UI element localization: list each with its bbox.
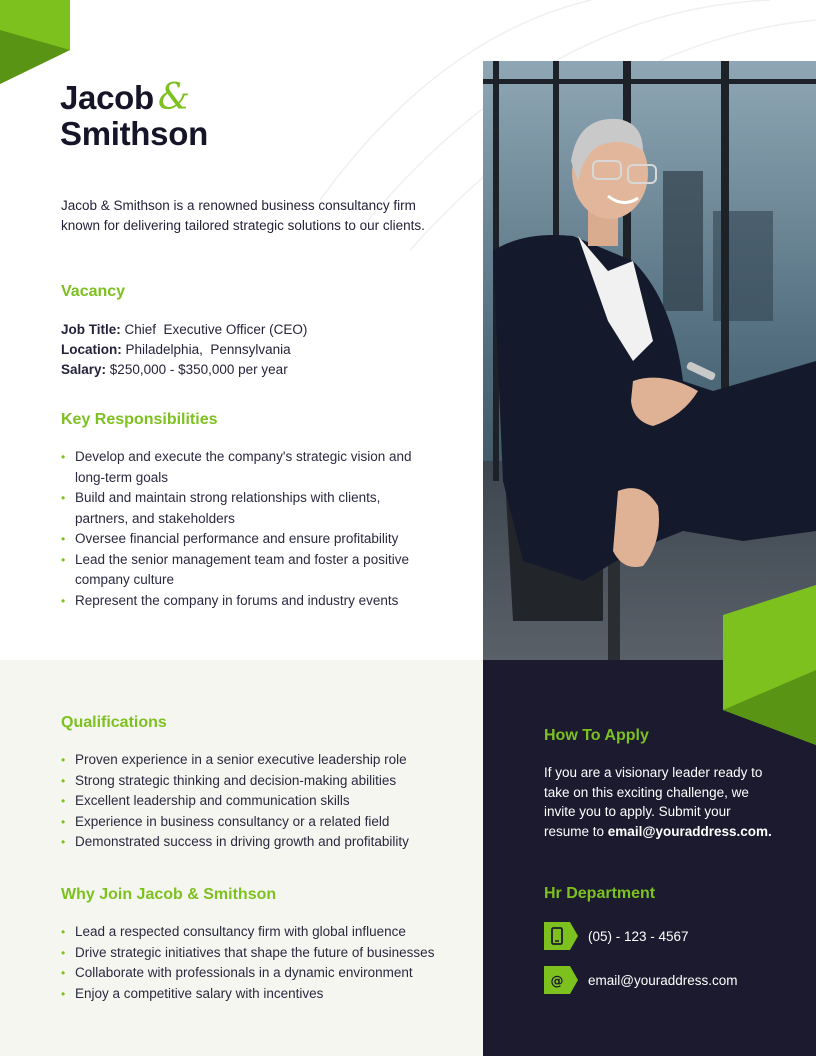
why-join-heading: Why Join Jacob & Smithson <box>61 886 277 903</box>
job-title-label: Job Title: <box>61 322 121 337</box>
why-join-list <box>61 922 471 1004</box>
vacancy-details <box>61 320 307 380</box>
salary-label: Salary: <box>61 362 107 377</box>
list-item: • Collaborate with professionals in a dynamic environment <box>61 963 471 984</box>
location-value: Philadelphia, Pennsylvania <box>125 342 291 357</box>
title-line-1: Jacob <box>60 79 154 116</box>
corner-accent <box>0 0 72 84</box>
green-corner-shape <box>483 585 816 745</box>
vacancy-heading: Vacancy <box>61 283 126 300</box>
hr-phone-row <box>544 921 689 951</box>
apply-body: If you are a visionary leader ready to take on this exciting challenge, we invite you to apply. Submit your resume to <box>544 765 763 839</box>
apply-email-link[interactable]: email@youraddress.com. <box>607 823 772 839</box>
list-item: • Lead a respected consultancy firm with global influence <box>61 922 471 943</box>
title-line-2: Smithson <box>60 115 208 152</box>
svg-text:@: @ <box>550 974 564 989</box>
list-item: • Oversee financial performance and ensure profitability <box>61 529 421 550</box>
phone-icon <box>544 922 578 950</box>
list-item: • Experience in business consultancy or a related field <box>61 812 461 833</box>
job-title-row <box>61 320 307 340</box>
list-item: • Proven experience in a senior executive leadership role <box>61 750 461 771</box>
how-to-apply-text <box>544 763 774 841</box>
executive-photo <box>483 61 816 660</box>
salary-row <box>61 360 307 380</box>
list-item: • Excellent leadership and communication skills <box>61 791 461 812</box>
executive-photo-illustration <box>483 61 816 660</box>
list-item: • Represent the company in forums and industry events <box>61 591 421 612</box>
list-item: • Demonstrated success in driving growth and profitability <box>61 832 461 853</box>
list-item: • Develop and execute the company's strategic vision and long-term goals <box>61 447 421 488</box>
list-item: • Build and maintain strong relationships with clients, partners, and stakeholders <box>61 488 421 529</box>
location-row <box>61 340 307 360</box>
job-title-value: Chief Executive Officer (CEO) <box>124 322 308 337</box>
company-title <box>60 77 208 152</box>
list-item: • Enjoy a competitive salary with incentives <box>61 984 471 1005</box>
intro-text: Jacob & Smithson is a renowned business consultancy firm known for delivering tailored strategic solutions to our clients. <box>61 198 425 233</box>
list-item: • Lead the senior management team and foster a positive company culture <box>61 550 421 591</box>
how-to-apply-heading: How To Apply <box>544 727 649 744</box>
list-item: • Strong strategic thinking and decision-making abilities <box>61 771 461 792</box>
hr-email[interactable]: email@youraddress.com <box>588 972 738 988</box>
responsibilities-list <box>61 447 421 611</box>
responsibilities-heading: Key Responsibilities <box>61 411 218 428</box>
qualifications-heading: Qualifications <box>61 714 167 731</box>
location-label: Location: <box>61 342 122 357</box>
hr-department-heading: Hr Department <box>544 885 656 902</box>
title-ampersand: & <box>157 77 190 118</box>
list-item: • Drive strategic initiatives that shape the future of businesses <box>61 943 471 964</box>
at-sign-icon <box>544 966 578 994</box>
hr-email-row <box>544 965 738 995</box>
salary-value: $250,000 - $350,000 per year <box>109 362 288 377</box>
hr-phone[interactable]: (05) - 123 - 4567 <box>588 928 689 944</box>
qualifications-list <box>61 750 461 853</box>
